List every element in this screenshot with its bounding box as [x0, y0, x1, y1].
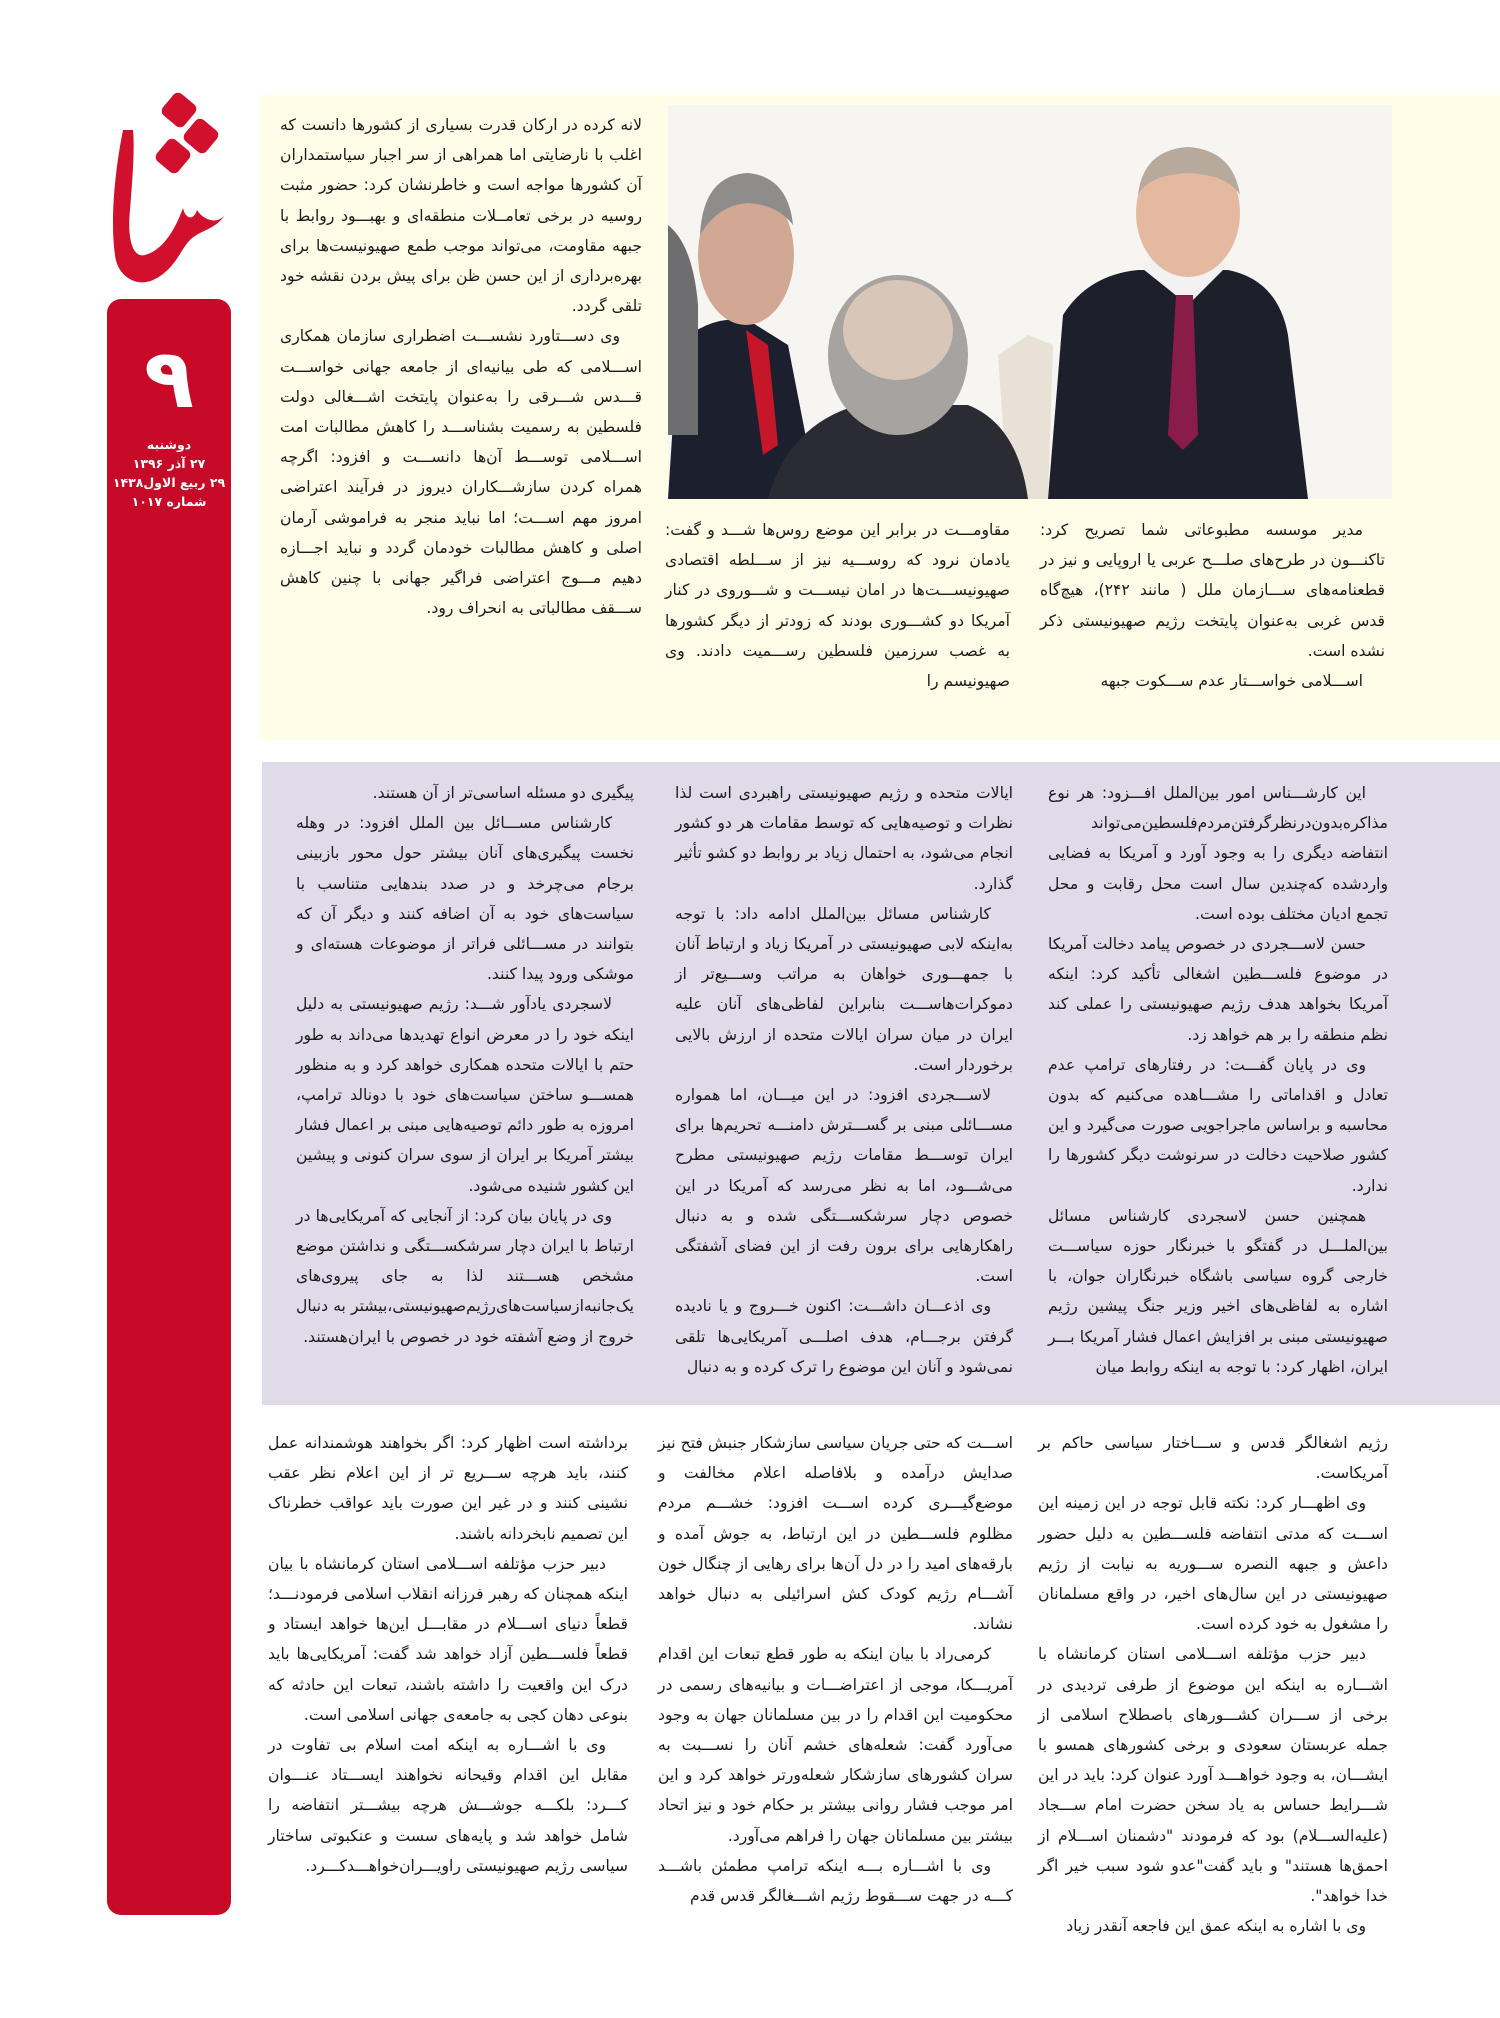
paragraph: کارشناس مســـائل بین الملل افزود: در وهله نخست پیگیری‌های آنان بیشتر حول محور بازبینی برجام می‌چرخد و در صدد بندهایی متناسب با سیاست‌های خود به آن اضافه کنند و دیگر آن که بتوانند در مســـائلی فراتر از موضوعات هسته‌ای و موشکی ورود پیدا کنند. [296, 814, 634, 984]
page-info-tab [107, 299, 231, 1915]
paragraph: وی با اشـــاره به اینکه امت اسلام بی تفاوت در مقابل این اقدام وقیحانه نخواهند ایســـتاد عنـــوان کـــرد: بلکـــه جوشـــش هرچه بیشـــتر انتفاضه را شامل خواهد شد و پایه‌های سست و عنکبوتی ساختار سیاسی رژیم صهیونیستی راویـــران‌خواهـــدکـــرد. [268, 1736, 628, 1875]
paragraph: وی با اشاره به اینکه عمق این فاجعه آنقدر زیاد [1066, 1917, 1366, 1936]
paragraph: رژیم اشغالگر قدس و ســـاختار سیاسی حاکم بر آمریکاست. [1038, 1434, 1388, 1483]
paragraph: لاســـجردی افزود: در این میـــان، اما همواره مســـائلی مبنی بر گســـترش دامنـــه تحریم‌ها برای ایران توســـط مقامات رژیم صهیونیستی مطرح می‌شـــود، اما به نظر می‌رسد که آمریکا در این خصوص دچار سرشکســـتگی شده و به دنبال راهکارهایی برای برون رفت از این فضای آشفتگی است. [675, 1086, 1013, 1286]
weekday: دوشنبه [146, 437, 192, 452]
bottom-col-right [1038, 1428, 1388, 1941]
bottom-col-middle [658, 1428, 1013, 1911]
date-solar: ۲۷ آذر ۱۳۹۶ [132, 456, 206, 471]
paragraph: وی در پایان گفـــت: در رفتارهای ترامپ عدم تعادل و اقداماتی را مشـــاهده می‌کنیم که بدون محاسبه و براساس ماجراجویی صورت می‌گیرد و این کشور صلاحیت دخالت در سرنوشت دیگر کشورها را ندارد. [1048, 1055, 1388, 1195]
paragraph: وی دســـتاورد نشســـت اضطراری سازمان همکاری اســـلامی که طی بیانیه‌ای از جامعه جهانی خواســـت قـــدس شـــرقی را به‌عنوان پایتخت اشـــغالی دولت فلسطین به رسمیت بشناســـد را کاهش مطالبات امت اســـلامی توســـط آن‌ها دانســـت و افزود: اگرچه همراه کردن سازشـــکاران دیروز در فرآیند اعتراضی امروز مهم اســـت؛ اما نباید منجر به فراموشی آرمان اصلی و کاهش مطالبات خودمان گردد و نباید اجـــازه دهیم مـــوج اعتراضی فراگیر جهانی با چنین کاهش ســـقف مطالباتی به انحراف رود. [280, 327, 642, 618]
paragraph: پیگیری دو مسئله اساسی‌تر از آن هستند. [372, 784, 634, 802]
paragraph: وی اظهـــار کرد: نکته قابل توجه در این زمینه این اســـت که مدتی انتفاضه فلســـطین به دلیل حضور داعش و جبهه النصره ســـوریه به نیابت از رژیم صهیونیستی در این سال‌های اخیر، در واقع مسلمانان را مشغول به خود کرده است. [1038, 1494, 1388, 1634]
paragraph: اســـت که حتی جریان سیاسی سازشکار جنبش فتح نیز صدایش درآمده و بلافاصله اعلام مخالفت و موضع‌گیـــری کرده اســـت افزود: خشـــم مردم مظلوم فلســـطین در این ارتباط، به جوش آمده و بارقه‌های امید را در دل آن‌ها برای رهایی از چنگال خون آشـــام رژیم کودک کش اسرائیلی به دنبال خواهد نشاند. [658, 1434, 1013, 1634]
paragraph: وی اذعـــان داشـــت: اکنون خـــروج و یا نادیده گرفتن برجـــام، هدف اصلـــی آمریکایی‌ها تلقی نمی‌شود و آنان این موضوع را ترک کرده و به دنبال [675, 1297, 1013, 1376]
paragraph: برداشته است اظهار کرد: اگر بخواهند هوشمندانه عمل کنند، باید هرچه ســـریع تر از این اعلام نظر عقب نشینی کنند و در غیر این صورت باید عواقب خطرناک این تصمیم نابخردانه باشند. [268, 1434, 628, 1543]
paragraph: وی در پایان بیان کرد: از آنجایی که آمریکایی‌ها در ارتباط با ایران دچار سرشکســـتگی و نداشتن موضع مشخص هســـتند لذا به جای پیروی‌های یک‌جانبه‌از‌سیاست‌های‌رژیم‌صهیونیستی،‌بیشتر به دنبال خروج از وضع آشفته خود در خصوص با ایران‌هستند. [296, 1206, 634, 1346]
paragraph: حسن لاســـجردی در خصوص پیامد دخالت آمریکا در موضوع فلســـطین اشغالی تأکید کرد: اینکه آمریکا بخواهد هدف رژیم صهیونیستی را عملی کند نظم منطقه را بر هم خواهد زد. [1048, 935, 1388, 1044]
page-number: ۹ [143, 332, 195, 427]
paragraph: دبیر حزب مؤتلفه اســـلامی استان کرمانشاه با اشـــاره به اینکه این موضوع از طرفی تردیدی در برخی از ســـران کشـــورهای باصطلاح اسلامی از جمله عربستان سعودی و برخی کشورهای همسو با ایشـــان، به وجود خواهـــد آورد عنوان کرد: باید در این شـــرایط حساس به یاد سخن حضرت امام ســـجاد (علیه‌الســـلام) بود که فرمودند "دشمنان اســـلام از احمق‌ها هستند" و باید گفت"عدو شود سبب خیر اگر خدا خواهد". [1038, 1645, 1388, 1906]
paragraph: ایالات متحده و رژیم صهیونیستی راهبردی است لذا نظرات و توصیه‌هایی که توسط مقامات هر دو کشور انجام می‌شود، به احتمال زیاد بر روابط دو کشو تأثیر گذارد. [675, 784, 1013, 893]
paragraph: وی با اشـــاره بـــه اینکه ترامپ مطمئن باشـــد کـــه در جهت ســـقوط رژیم اشـــغالگر قدس قدم [658, 1856, 1013, 1906]
paragraph: همچنین حسن لاسجردی کارشناس مسائل بین‌الملـــل در گفتگو با خبرنگار حوزه سیاســـت خارجی گروه سیاسی باشگاه خبرنگاران جوان، با اشاره به لفاظی‌های اخیر وزیر جنگ پیشین رژیم صهیونیستی مبنی بر افزایش اعمال فشار آمریکا بـــر ایران، اظهار کرد: با توجه به اینکه روابط میان [1048, 1206, 1388, 1376]
paragraph: لاسجردی یادآور شـــد: رژیم صهیونیستی به دلیل اینکه خود را در معرض انواع تهدیدها می‌داند به طور حتم با ایالات متحده همکاری خواهد کرد و به منظور همســـو ساختن سیاست‌های خود با دونالد ترامپ، امروزه به طور دائم توصیه‌هایی مبنی بر اعمال فشار بیشتر آمریکا بر ایران از سوی سران کنونی و پیشین این کشور شنیده می‌شود. [296, 995, 634, 1195]
top-col-middle [665, 515, 1010, 696]
issue-number: شماره ۱۰۱۷ [131, 494, 207, 509]
date-lunar: ۲۹ ربیع الاول۱۴۳۸ [112, 475, 226, 490]
publication-logo [105, 90, 235, 290]
paragraph: مقاومـــت در برابر این موضع روس‌ها شـــد و گفت: یادمان نرود که روســـیه نیز از ســـلطه اقتصادی صهیونیســـت‌ها در امان نیســـت و شـــوروی در کنار آمریکا دو کشـــوری بودند که زودتر از دیگر کشورها به غصب سرزمین فلسطین رســـمیت دادند. وی صهیونیسم را [665, 521, 1010, 691]
paragraph: لانه کرده در ارکان قدرت بسیاری از کشورها دانست که اغلب با نارضایتی اما همراهی از سر اجبار سیاستمداران آن کشورها مواجه است و خاطرنشان کرد: حضور مثبت روسیه در برخی تعامــلات منطقه‌ای و بهبـــود روابط با جبهه مقاومت، می‌تواند موجب طمع صهیونیست‌ها برای بهره‌برداری از این حسن ظن برای پیش بردن نقشه خود تلقی گردد. [280, 116, 642, 316]
photo-image-icon [668, 105, 1392, 499]
paragraph: مدیر موسسه مطبوعاتی شما تصریح کرد: تاکنـــون در طرح‌های صلـــح عربی یا اروپایی و نیز در قطعنامه‌های ســـازمان ملل ( مانند ۲۴۲)، هیچ‌گاه قدس غربی به‌عنوان پایتخت رژیم صهیونیستی ذکر نشده است. [1040, 521, 1385, 660]
paragraph: دبیر حزب مؤتلفه اســـلامی استان کرمانشاه با بیان اینکه همچنان که رهبر فرزانه انقلاب اسلامی فرمودنـــد؛ قطعاً دنیای اســـلام در مقابـــل این‌ها خواهد ایستاد و قطعاً فلســـطین آزاد خواهد شد گفت: آمریکایی‌ها باید درک این واقعیت را داشته باشند، تبعات این حادثه که بنوعی دهان کجی به جامعه‌ی جهانی اسلامی است. [268, 1554, 628, 1724]
middle-col-right [1048, 778, 1388, 1382]
top-col-left [280, 110, 642, 623]
news-photo [668, 105, 1392, 499]
top-col-right [1040, 515, 1385, 696]
bottom-col-left [268, 1428, 628, 1881]
paragraph: کارشناس مسائل بین‌الملل ادامه داد: با توجه به‌اینکه لابی صهیونیستی در آمریکا زیاد و ارتباط آنان با جمهـــوری خواهان به مراتب وســـیع‌تر از دموکرات‌هاســـت بنابراین لفاظی‌های آنان علیه ایران در میان سران ایالات متحده از ارزش بالایی برخوردار است. [675, 904, 1013, 1074]
paragraph: اســـلامی خواســـتار عدم ســـکوت جبهه [1100, 672, 1363, 691]
middle-col-middle [675, 778, 1013, 1382]
paragraph: این کارشـــناس امور بین‌الملل افـــزود: هر نوع مذاکره‌بدون‌در‌نظر‌گرفتن‌مردم‌فلسطین‌می‌تواند انتفاضه دیگری را به وجود آورد و آمریکا به فضایی وارد‌شده که‌چندین سال است محل رقابت و محل تجمع ادیان مختلف بوده است. [1048, 784, 1388, 923]
middle-col-left [296, 778, 634, 1352]
paragraph: کرمی‌راد با بیان اینکه به طور قطع تبعات این اقدام آمریـــکا، موجی از اعتراضـــات و بیانیه‌های رسمی در محکومیت این اقدام را در بین مسلمانان جهان به وجود می‌آورد گفت: شعله‌های خشم آنان را نســـبت به سران کشورهای سازشکار شعله‌ورتر خواهد کرد و این امر موجب فشار روانی بیشتر بر حکام خود و نیز اتحاد بیشتر بین مسلمانان جهان را فراهم می‌آورد. [658, 1645, 1013, 1845]
